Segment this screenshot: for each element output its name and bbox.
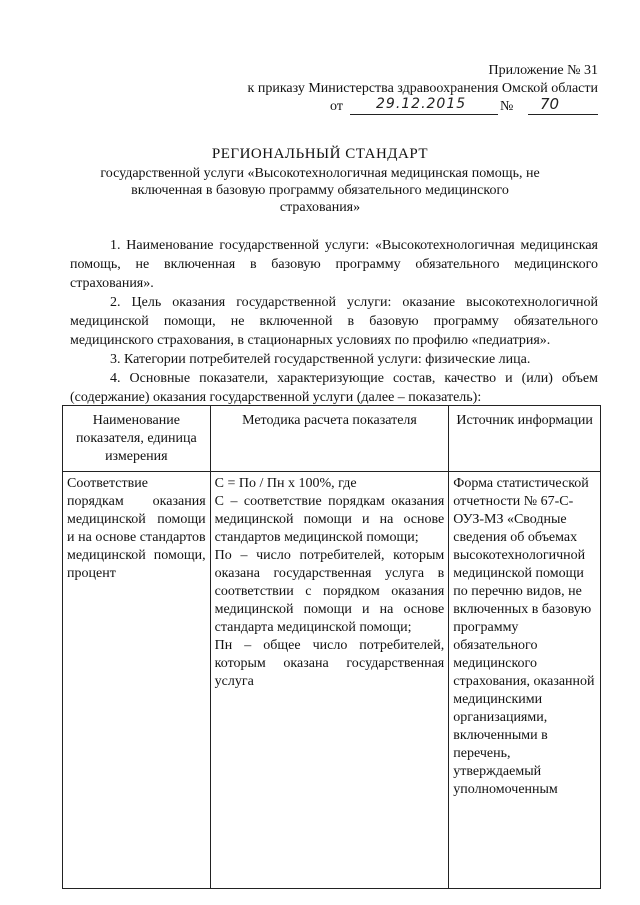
document-body [70,236,598,407]
handwritten-date: 29.12.2015 [376,96,467,112]
paragraph-3: 3. Категории потребителей государственной услуги: физические лица. [110,352,531,367]
header-method: Методика расчета показателя [210,406,449,472]
header-indicator: Наименование показателя, единица измерения [63,406,211,472]
order-reference: к приказу Министерства здравоохранения Омской области [247,81,598,96]
source-text: Форма статистической отчетности № 67-С-ОУЗ-МЗ «Сводные сведения об объемах высокотехнологичной медицинской помощи по перечню видов, не включенных в базовую программу обязательного медицинского страхования, оказанной медицинскими организациями, включенными в перечень, утверждаемый уполномоченным [453,476,595,797]
order-date-number-line [238,95,598,116]
indicator-cell [63,472,211,889]
handwritten-number: 70 [540,95,560,113]
indicators-table [62,405,601,889]
paragraph-2: 2. Цель оказания государственной услуги: оказание высокотехнологичной медицинской помощи, не включенной в базовую программу обязательного медицинского страхования, в стационарных условиях по профилю «педиатрия». [70,295,598,348]
from-label: от [330,99,343,114]
number-underline [528,114,598,115]
document-subtitle: государственной услуги «Высокотехнологичная медицинская помощь, не включенная в базовую программу обязательного медицинского страхования» [100,166,540,215]
date-underline [350,114,498,115]
indicator-text: Соответствие порядкам оказания медицинской помощи и на основе стандартов медицинской помощи, процент [67,476,206,581]
source-cell [449,472,601,889]
header-source: Источник информации [449,406,601,472]
method-text: С = По / Пн х 100%, где С – соответствие порядкам оказания медицинской помощи и на основе стандартов медицинской помощи; По – число потребителей, которым оказана государственная услуга в соответствии с порядком оказания медицинской помощи и на основе стандарта медицинской помощи; Пн – общее число потребителей, которым оказана государственная услуга [214,476,445,689]
table-header-row [63,406,601,472]
table-row [63,472,601,889]
appendix-header [238,62,598,114]
paragraph-4: 4. Основные показатели, характеризующие состав, качество и (или) объем (содержание) оказания государственной услуги (далее – показатель): [70,371,598,405]
appendix-number: Приложение № 31 [488,63,598,78]
method-cell [210,472,449,889]
paragraph-1: 1. Наименование государственной услуги: «Высокотехнологичная медицинская помощь, не включенная в базовую программу обязательного медицинского страхования». [70,238,598,291]
number-label: № [500,99,514,114]
document-title: РЕГИОНАЛЬНЫЙ СТАНДАРТ [211,146,429,162]
